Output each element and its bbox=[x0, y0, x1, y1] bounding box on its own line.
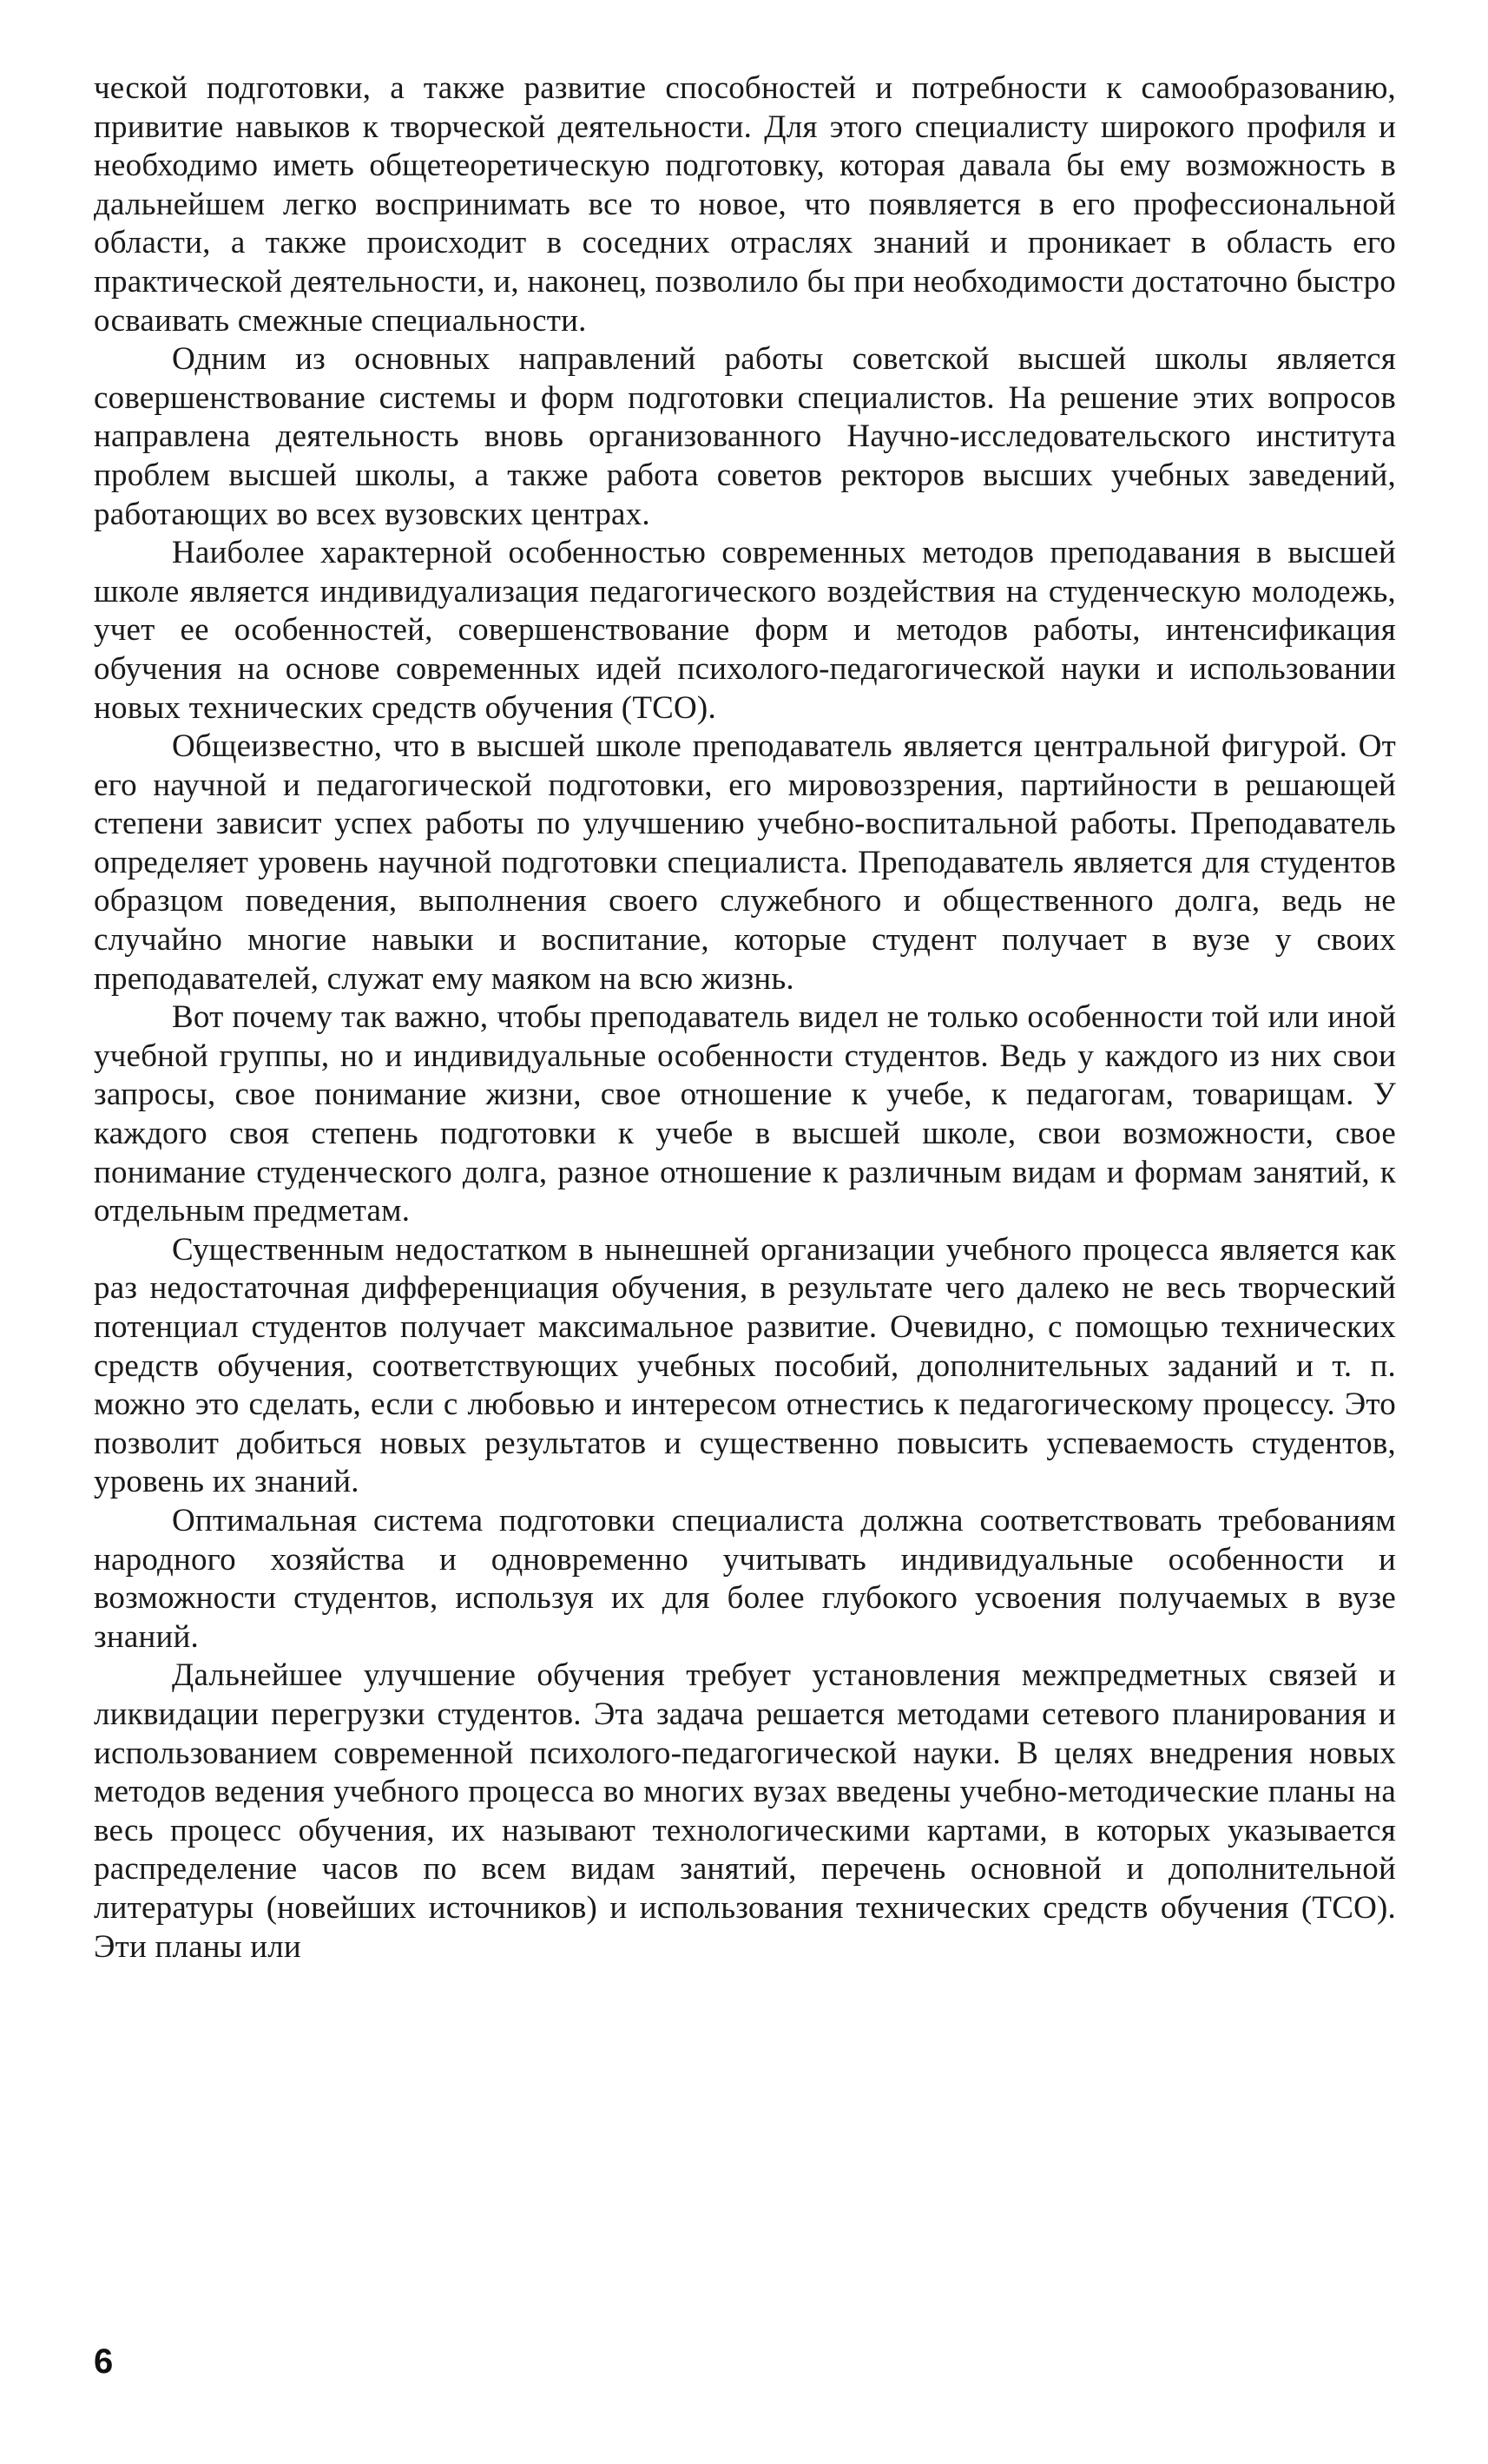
paragraph-differentiation: Существенным недостатком в нынешней организации учебного процесса является как раз недостаточная дифференциация обучения, в результате чего далеко не весь творческий потенциал студентов получает максимальное развитие. Очевидно, с помощью технических средств обучения, соответствующих учебных пособий, дополнительных заданий и т. п. можно это сделать, если с любовью и интересом отнестись к педагогическому процессу. Это позволит добиться новых результатов и существенно повысить успеваемость студентов, уровень их знаний. bbox=[94, 1231, 1396, 1500]
paragraph-teaching-methods: Наиболее характерной особенностью современных методов преподавания в высшей школе является индивидуализация педагогического воздействия на студенческую молодежь, учет ее особенностей, совершенствование форм и методов работы, интенсификация обучения на основе современных идей психолого-педагогической науки и использовании новых технических средств обучения (ТСО). bbox=[94, 535, 1396, 726]
paragraph-optimal-system: Оптимальная система подготовки специалиста должна соответствовать требованиям народного хозяйства и одновременно учитывать индивидуальные особенности и возможности студентов, используя их для более глубокого усвоения получаемых в вузе знаний. bbox=[94, 1502, 1396, 1655]
paragraph-further-improvement: Дальнейшее улучшение обучения требует установления межпредметных связей и ликвидации перегрузки студентов. Эта задача решается методами сетевого планирования и использованием современной психолого-педагогической науки. В целях внедрения новых методов ведения учебного процесса во многих вузах введены учебно-методические планы на весь процесс обучения, их называют технологическими картами, в которых указывается распределение часов по всем видам занятий, перечень основной и дополнительной литературы (новейших источников) и использования технических средств обучения (ТСО). Эти планы или bbox=[94, 1657, 1396, 1965]
paragraph-system-of-training: Одним из основных направлений работы советской высшей школы является совершенствование системы и форм подготовки специалистов. На решение этих вопросов направлена деятельность вновь организованного Научно-исследовательского института проблем высшей школы, а также работа советов ректоров высших учебных заведений, работающих во всех вузовских центрах. bbox=[94, 341, 1396, 532]
paragraph-role-of-teacher: Общеизвестно, что в высшей школе преподаватель является центральной фигурой. От его научной и педагогической подготовки, его мировоззрения, партийности в решающей степени зависит успех работы по улучшению учебно-воспитальной работы. Преподаватель определяет уровень научной подготовки специалиста. Преподаватель является для студентов образцом поведения, выполнения своего служебного и общественного долга, ведь не случайно многие навыки и воспитание, которые студент получает в вузе у своих преподавателей, служат ему маяком на всю жизнь. bbox=[94, 728, 1396, 997]
paragraph-continuation: ческой подготовки, а также развитие способностей и потребности к самообразованию, привитие навыков к творческой деятельности. Для этого специалисту широкого профиля и необходимо иметь общетеоретическую подготовку, которая давала бы ему возможность в дальнейшем легко воспринимать все то новое, что появляется в его профессиональной области, а также происходит в соседних отраслях знаний и проникает в область его практической деятельности, и, наконец, позволило бы при необходимости достаточно быстро осваивать смежные специальности. bbox=[94, 70, 1396, 339]
paragraph-individual-features: Вот почему так важно, чтобы преподаватель видел не только особенности той или иной учебной группы, но и индивидуальные особенности студентов. Ведь у каждого из них свои запросы, свое понимание жизни, свое отношение к учебе, к педагогам, товарищам. У каждого своя степень подготовки к учебе в высшей школе, свои возможности, свое понимание студенческого долга, разное отношение к различным видам и формам занятий, к отдельным предметам. bbox=[94, 999, 1396, 1229]
page-number: 6 bbox=[94, 2342, 114, 2381]
page-text bbox=[94, 69, 1396, 1967]
